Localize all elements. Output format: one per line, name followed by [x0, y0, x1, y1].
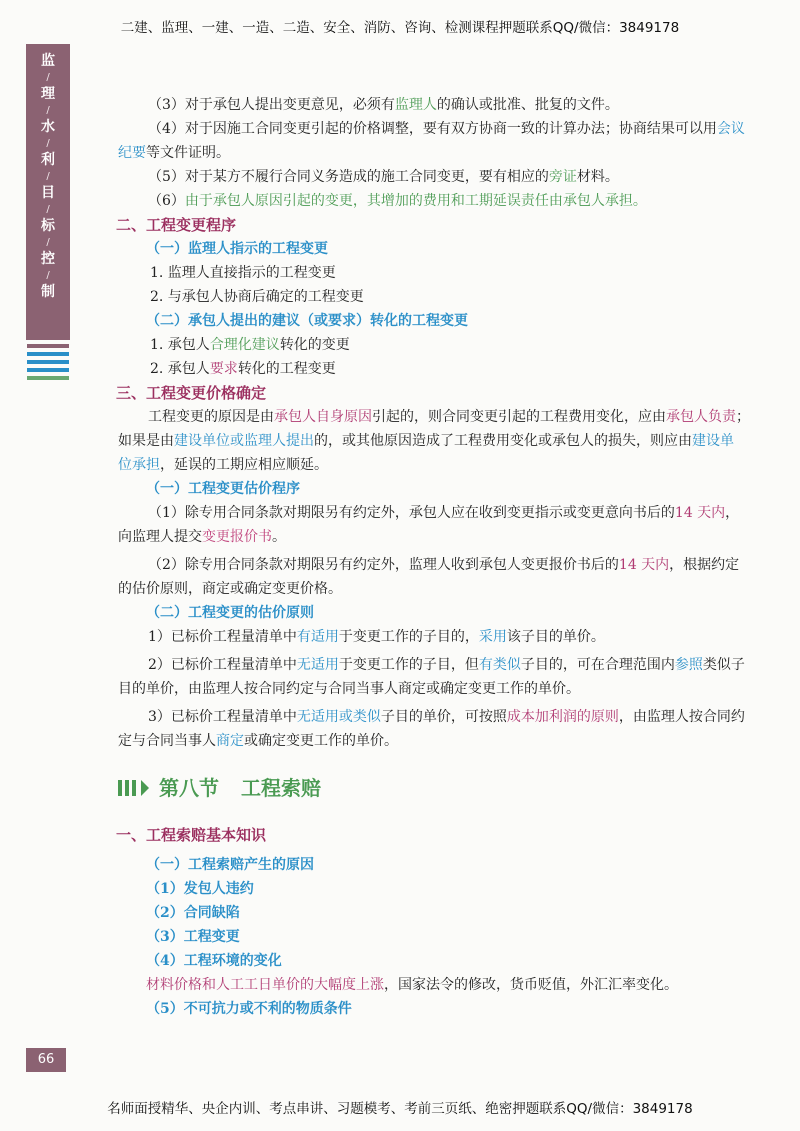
text-line — [118, 705, 758, 729]
page-header: 二建、监理、一建、一造、二造、安全、消防、咨询、检测课程押题联系QQ/微信：3849178 — [120, 20, 680, 36]
text-line: 目的单价，由监理人按合同约定与合同当事人商定或确定变更工作的单价。 — [118, 681, 580, 697]
text-line — [118, 525, 758, 549]
text: 工程变更的原因是由 — [148, 409, 274, 425]
heading-3: （二）承包人提出的建议（或要求）转化的工程变更 — [146, 313, 468, 329]
text: 等文件证明。 — [146, 145, 230, 161]
text: 转化的变更 — [279, 337, 350, 353]
text: 2）已标价工程量清单中 — [148, 657, 297, 673]
highlight: 会议 — [716, 121, 745, 137]
text: 该子目的单价。 — [506, 629, 605, 645]
text: （6） — [148, 193, 185, 209]
text: 如果是由 — [118, 433, 174, 449]
side-bar — [27, 352, 69, 356]
highlight: 承包人负责 — [666, 409, 736, 425]
heading-2: 二、工程变更程序 — [116, 216, 237, 234]
side-tab-char: 控 — [41, 251, 55, 267]
text-line — [118, 189, 758, 213]
side-bar — [27, 360, 69, 364]
text: 类似子 — [702, 657, 745, 673]
text: 2. 承包人 — [150, 361, 210, 377]
list-item: 2. 与承包人协商后确定的工程变更 — [150, 289, 364, 305]
list-item: （3）工程变更 — [146, 929, 240, 945]
highlight: 采用 — [478, 629, 507, 645]
text: 定与合同当事人 — [118, 733, 216, 749]
heading-3: （一）监理人指示的工程变更 — [146, 241, 328, 257]
list-item — [118, 333, 758, 357]
side-tab-char: 制 — [41, 284, 55, 300]
text-line — [118, 429, 758, 453]
text: ，由监理人按合同约 — [618, 709, 745, 725]
highlight: 建设单 — [692, 433, 734, 449]
page-content — [118, 93, 758, 1021]
list-item: 1. 监理人直接指示的工程变更 — [150, 265, 336, 281]
side-tab-char: 目 — [41, 185, 55, 201]
text-line — [118, 973, 758, 997]
section-title — [118, 765, 758, 811]
text-line — [118, 501, 758, 525]
side-tab-sep: / — [46, 138, 50, 149]
highlight: 无适用或类似 — [296, 709, 381, 725]
section-bars-icon — [118, 780, 149, 796]
list-item: （5）不可抗力或不利的物质条件 — [146, 1001, 352, 1017]
page-footer: 名师面授精华、央企内训、考点串讲、习题模考、考前三页纸、绝密押题联系QQ/微信：3849178 — [107, 1101, 693, 1117]
text: ； — [736, 409, 750, 425]
highlight: 旁证 — [548, 169, 577, 185]
highlight: 商定 — [216, 733, 244, 749]
text-line — [118, 653, 758, 677]
highlight: 监理人 — [394, 97, 437, 113]
heading-2: 一、工程索赔基本知识 — [116, 826, 267, 844]
text: 。 — [272, 529, 286, 545]
text: 1. 承包人 — [150, 337, 210, 353]
section-name: 工程索赔 — [241, 776, 321, 800]
highlight: 有适用 — [296, 629, 339, 645]
text-line: 的估价原则，商定或确定变更价格。 — [118, 581, 342, 597]
text: 引起的，则合同变更引起的工程费用变化，应由 — [372, 409, 666, 425]
side-tab-char: 监 — [41, 53, 55, 69]
text: 的，或其他原因造成了工程费用变化或承包人的损失，则应由 — [314, 433, 692, 449]
text-line — [118, 405, 758, 429]
text-line — [118, 141, 758, 165]
highlight: 成本加利润的原则 — [506, 709, 619, 725]
highlight: 14 天内 — [674, 505, 726, 521]
side-tab-char: 水 — [41, 119, 55, 135]
text-line — [118, 729, 758, 753]
text-line — [118, 165, 758, 189]
highlight: 材料价格和人工工日单价的大幅度上涨 — [146, 977, 384, 993]
text: 于变更工作的子目，但 — [338, 657, 479, 673]
highlight: 承包人自身原因 — [274, 409, 372, 425]
side-tab-char: 理 — [41, 86, 55, 102]
highlight: 建设单位或监理人提出 — [174, 433, 314, 449]
text: 转化的工程变更 — [237, 361, 336, 377]
text: 1）已标价工程量清单中 — [148, 629, 297, 645]
side-bar — [27, 368, 69, 372]
side-tab-sep: / — [46, 105, 50, 116]
heading-2: 三、工程变更价格确定 — [116, 384, 267, 402]
text: 的确认或批准、批复的文件。 — [436, 97, 619, 113]
side-bar — [27, 344, 69, 348]
side-tab-sep: / — [46, 270, 50, 281]
side-tab-char: 标 — [41, 218, 55, 234]
side-tab-sep: / — [46, 72, 50, 83]
text: 于变更工作的子目的， — [338, 629, 479, 645]
text-line — [118, 117, 758, 141]
text: 材料。 — [576, 169, 619, 185]
list-item: （4）工程环境的变化 — [146, 953, 282, 969]
side-tab-sep: / — [46, 204, 50, 215]
highlight: 无适用 — [296, 657, 339, 673]
side-tab-sep: / — [46, 237, 50, 248]
heading-3: （一）工程变更估价程序 — [146, 481, 300, 497]
text: 子目的单价，可按照 — [380, 709, 507, 725]
list-item — [118, 357, 758, 381]
highlight: 由于承包人原因引起的变更，其增加的费用和工期延误责任由承包人承担。 — [184, 193, 647, 209]
text: （3）对于承包人提出变更意见，必须有 — [148, 97, 395, 113]
highlight: 要求 — [209, 361, 238, 377]
heading-3: （二）工程变更的估价原则 — [146, 605, 314, 621]
text-line — [118, 553, 758, 577]
text: ，延误的工期应相应顺延。 — [160, 457, 328, 473]
text: 子目的，可在合理范围内 — [520, 657, 675, 673]
highlight: 纪要 — [118, 145, 146, 161]
highlight: 14 天内 — [618, 557, 670, 573]
text: （1）除专用合同条款对期限另有约定外，承包人应在收到变更指示或变更意向书后的 — [148, 505, 675, 521]
text: ，国家法令的修改，货币贬值，外汇汇率变化。 — [384, 977, 678, 993]
text-line — [118, 625, 758, 649]
text: （5）对于某方不履行合同义务造成的施工合同变更，要有相应的 — [148, 169, 549, 185]
text-line — [118, 93, 758, 117]
side-chapter-tab — [26, 44, 70, 340]
text: ，根据约定 — [669, 557, 740, 573]
highlight: 参照 — [674, 657, 703, 673]
section-number: 第八节 — [159, 776, 219, 800]
list-item: （1）发包人违约 — [146, 881, 254, 897]
side-tab-char: 利 — [41, 152, 55, 168]
text: （2）除专用合同条款对期限另有约定外，监理人收到承包人变更报价书后的 — [148, 557, 619, 573]
side-color-bars — [27, 344, 69, 384]
heading-3: （一）工程索赔产生的原因 — [146, 857, 314, 873]
highlight: 变更报价书 — [202, 529, 272, 545]
text: 3）已标价工程量清单中 — [148, 709, 297, 725]
text: 或确定变更工作的单价。 — [244, 733, 398, 749]
text: 向监理人提交 — [118, 529, 202, 545]
side-tab-sep: / — [46, 171, 50, 182]
page-number: 66 — [26, 1048, 66, 1072]
text: （4）对于因施工合同变更引起的价格调整，要有双方协商一致的计算办法；协商结果可以用 — [148, 121, 717, 137]
list-item: （2）合同缺陷 — [146, 905, 240, 921]
highlight: 有类似 — [478, 657, 521, 673]
text: ， — [725, 505, 740, 521]
side-bar — [27, 376, 69, 380]
highlight: 合理化建议 — [209, 337, 280, 353]
text-line — [118, 453, 758, 477]
highlight: 位承担 — [118, 457, 160, 473]
